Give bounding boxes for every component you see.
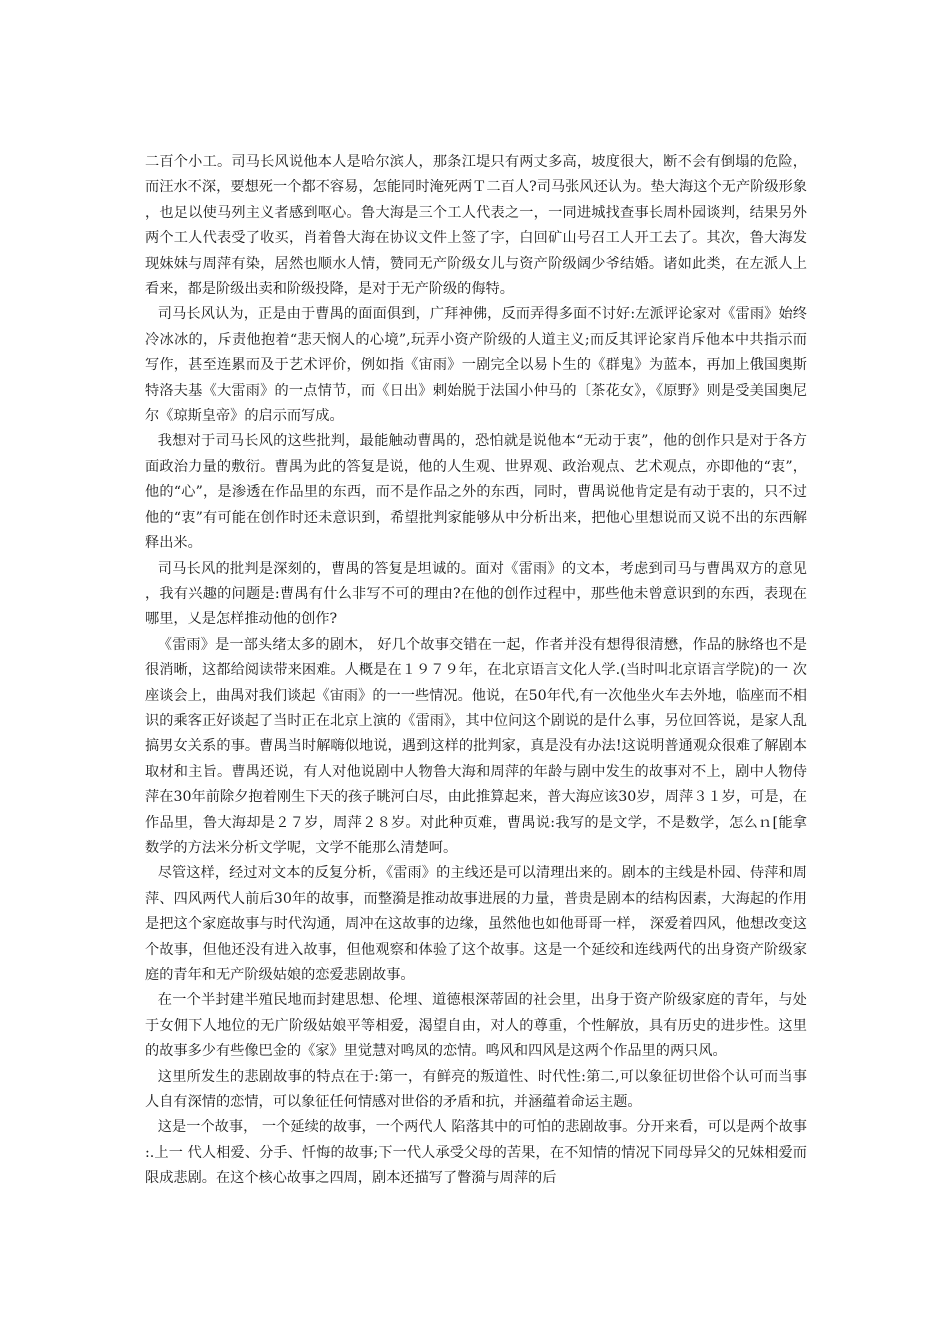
paragraph: 尽管这样，经过对文本的反复分析，《雷雨》的主线还是可以清理出来的。剧本的主线是朴园、侍萍和周萍、四风两代人前后30年的故事，而整漪是推动故事进展的力量，普贵是剧本的结构因素，大海起的作用是把这个家庭故事与时代沟通，周冲在这故事的边缘，虽然他也如他哥哥一样， 深爱着四风，他想改变这个故事，但他还没有进入故事，但他观察和体验了这个故事。这是一个延绞和连线两代的出身资产阶级家庭的青年和无产阶级姑娘的恋爱悲剧故事。	[145, 865, 807, 983]
paragraph: 这里所发生的悲剧故事的特点在于:第一，有鲜亮的叛道性、时代性:第二,可以象征切世俗个认可而当事人自有深情的恋情，可以象征任何情感对世俗的矛盾和抗，并涵蕴着命运主题。	[145, 1068, 807, 1111]
paragraph: 《雷雨》是一部头绪太多的剧木， 好几个故事交错在一起，作者并没有想得很清懋，作品的脉络也不是很消晰，这都给阅读带来困难。人概是在１９７９年，在北京语言文化人学.(当时叫北京语言学院)的一 次座谈会上，曲禺对我们谈起《宙雨》的一一些情况。他说，在50年代,有一次他坐火车去外地，临座而不相识的乘客正好谈起了当时正在北京上演的《雷雨》，其中位问这个剧说的是什么事，另位回答说，是家人乱搞男女关系的事。曹禺当时解嗨似地说，遇到这样的批判家，真是没有办法!这说明普通观众很难了解剧本取材和主旨。曹禺还说，有人对他说剧中人物鲁大海和周萍的年龄与剧中发生的故事对不上，剧中人物侍萍在30年前除夕抱着刚生下天的孩子眺河白尽，由此推算起来，普大海应该30岁，周萍３１岁，可是，在作品里，鲁大海却是２７岁，周萍２８岁。对此种页难，曹禺说:我写的是文学，不是数学，怎么ｎ[能拿数学的方法米分析文学呢，文学不能那么清楚呵。	[145, 636, 807, 856]
paragraph: 司马长风认为，正是由于曹禺的面面俱到，广拜神佛，反而弄得多面不讨好:左派评论家对《雷雨》始终冷冰冰的，斥责他抱着“悲天悯人的心境”,玩弄小资产阶级的人道主义;而反其评论家肖斥他本中共指示而写作，甚至连累而及于艺术评价，例如指《宙雨》一剧完全以易卜生的《群鬼》为蓝本，再加上俄国奥斯特洛夫基《大雷雨》的一点情节，而《日出》剌始脱于法国小仲马的〔茶花女》，《原野》则是受美国奥尼尔《琼斯皇帝》的启示而写成。	[145, 306, 807, 425]
paragraph: 在一个半封建半殖民地而封建思想、伦埋、道德根深蒂固的社会里，出身于资产阶级家庭的青年，与处于女佣下人地位的无广阶级姑娘平等相爱，渴望自由，对人的尊重，个性解放，具有历史的进步性。这里的故事多少有些像巴金的《家》里觉慧对鸣凤的恋情。鸣风和四风是这两个作品里的两只风。	[145, 992, 807, 1060]
paragraph: 这是一个故事， 一个延续的故事，一个两代人 陷落其中的可怕的悲剧故事。分开来看，可以是两个故事:.上一 代人相爱、分手、忏悔的故事;下一代人承受父母的苦果，在不知情的情况下同母异父的兄妹相爱而限成悲剧。在这个核心故事之四周，剧本还描写了瞥漪与周萍的后	[145, 1119, 807, 1187]
paragraph: 二百个小工。司马长风说他本人是哈尔滨人，那条江堤只有两丈多高，坡度很大，断不会有倒塌的危险，而汪水不深，要想死一个都不容易，怎能同时淹死两Ｔ二百人?司马张风还认为。垫大海这个无产阶级形象，也足以使马列主义者感到呕心。鲁大海是三个工人代表之一，一同进城找查事长周朴园谈判，结果另外两个工人代表受了收买，肖着鲁大海在协议文件上签了字，白回矿山号召工人开工去了。其次，鲁大海发现妹妹与周萍有染，居然也顺水人情，赞同无产阶级女儿与资产阶级阔少爷结婚。诸如此类，在左派人上看来，都是阶级出卖和阶级投降，是对于无产阶级的侮特。	[145, 154, 807, 298]
document-body	[145, 150, 807, 1192]
paragraph: 司马长风的批判是深刻的，曹禺的答复是坦诚的。面对《雷雨》的文本，考虑到司马与曹禺双方的意见，我有兴趣的问题是:曹禺有什么非写不可的理由?在他的创作过程中，那些他未曾意识到的东西，表现在哪里，乂是怎样推动他的创作?	[145, 560, 807, 628]
paragraph: 我想对于司马长风的这些批判，最能触动曹禺的，恐怕就是说他本“无动于衷”，他的创作只是对于各方面政治力量的敷衍。曹禺为此的答复是说，他的人生观、世界观、政治观点、艺术观点，亦即他的“衷”，他的“心”，是渗透在作品里的东西，而不是作品之外的东西，同时，曹禺说他肯定是有动于衷的，只不过他的“衷”有可能在创作时还未意识到，希望批判家能够从中分析出来，把他心里想说而又说不出的东西解释出米。	[145, 433, 807, 552]
